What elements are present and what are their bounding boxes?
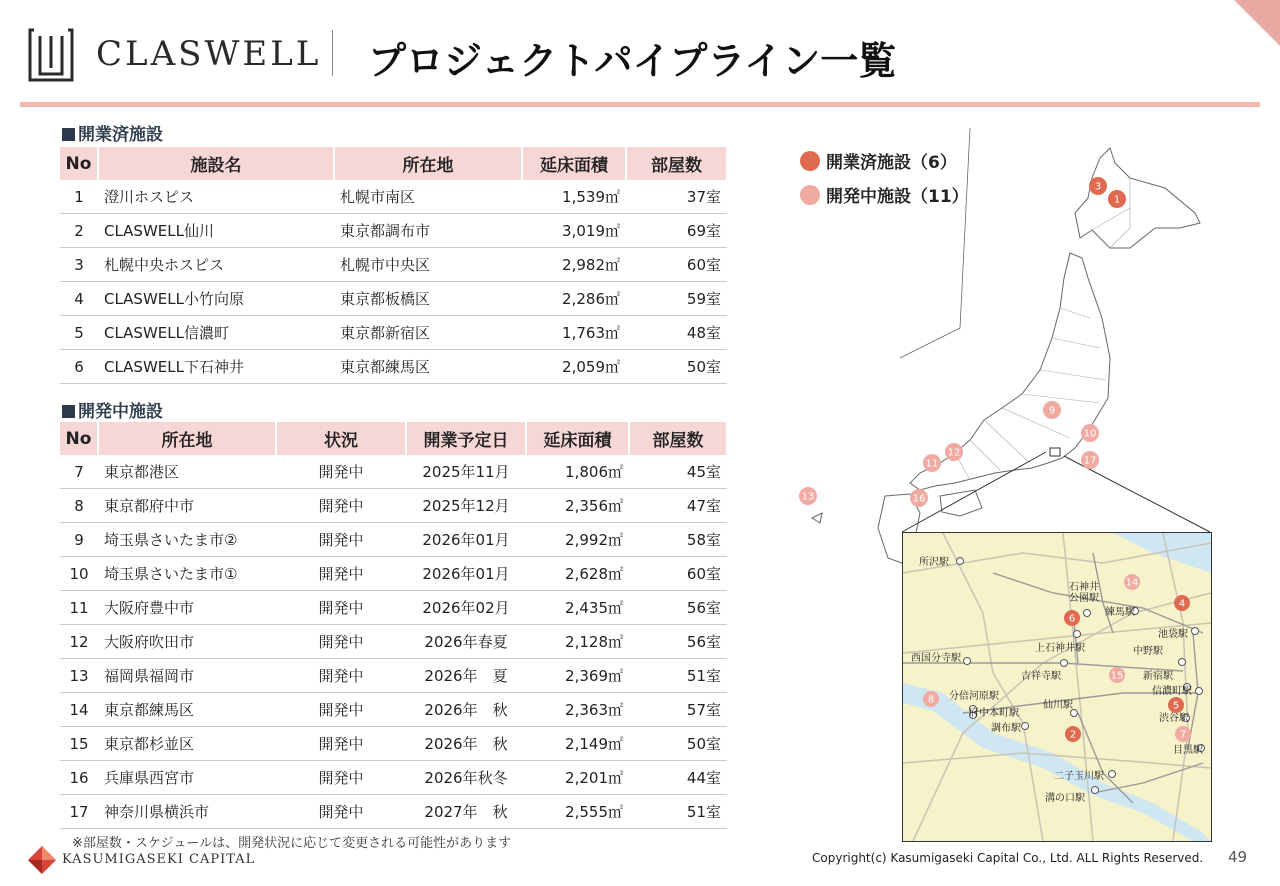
table-cell: 神奈川県横浜市 xyxy=(98,795,276,829)
table-cell: 開発中 xyxy=(276,761,406,795)
table-row xyxy=(60,727,727,761)
dev-section-title xyxy=(62,397,163,422)
table-cell: 2026年 夏 xyxy=(406,659,526,693)
table-cell: 札幌中央ホスピス xyxy=(98,248,334,282)
table-cell: 60室 xyxy=(626,248,727,282)
table-cell: 2,149㎡ xyxy=(526,727,629,761)
table-row xyxy=(60,659,727,693)
title-rule xyxy=(20,102,1260,107)
table-cell: 47室 xyxy=(629,489,727,523)
table-cell: 澄川ホスピス xyxy=(98,180,334,214)
table-cell: 開発中 xyxy=(276,489,406,523)
table-cell: 開発中 xyxy=(276,659,406,693)
table-cell: 札幌市南区 xyxy=(334,180,522,214)
table-cell: 44室 xyxy=(629,761,727,795)
column-header: No xyxy=(60,422,98,455)
table-cell: 大阪府吹田市 xyxy=(98,625,276,659)
table-cell: 2,982㎡ xyxy=(522,248,626,282)
station-marker-icon xyxy=(1092,787,1099,794)
station-marker-icon xyxy=(1061,660,1068,667)
marker-label: 6 xyxy=(1068,613,1076,625)
station-marker-icon xyxy=(1084,610,1091,617)
table-cell: 開発中 xyxy=(276,727,406,761)
table-cell: 2026年02月 xyxy=(406,591,526,625)
shikoku-shape xyxy=(940,490,982,516)
column-header: 部屋数 xyxy=(629,422,727,455)
station-marker-icon xyxy=(1179,659,1186,666)
station-marker-icon xyxy=(1196,688,1203,695)
table-cell: 開発中 xyxy=(276,625,406,659)
table-header-row xyxy=(60,422,727,455)
marker-label: 2 xyxy=(1069,729,1077,741)
table-cell: 開発中 xyxy=(276,557,406,591)
marker-label: 13 xyxy=(801,491,815,503)
open-facilities-table xyxy=(60,147,728,384)
station-marker-icon xyxy=(1074,631,1081,638)
honshu-shape xyxy=(910,253,1110,490)
table-cell: 2 xyxy=(60,214,98,248)
table-cell: CLASWELL仙川 xyxy=(98,214,334,248)
station-label: 上石神井駅 xyxy=(1035,643,1085,654)
table-cell: 東京都練馬区 xyxy=(98,693,276,727)
table-cell: 57室 xyxy=(629,693,727,727)
station-marker-icon xyxy=(1022,723,1029,730)
station-label: 仙川駅 xyxy=(1043,700,1073,711)
page-number: 49 xyxy=(1228,848,1248,866)
table-cell: 58室 xyxy=(629,523,727,557)
table-row xyxy=(60,316,727,350)
dev-section-label: 開発中施設 xyxy=(78,402,163,422)
table-cell: 2,435㎡ xyxy=(526,591,629,625)
marker-label: 16 xyxy=(912,493,926,505)
page-title: プロジェクトパイプライン一覧 xyxy=(368,39,897,83)
open-section-title xyxy=(62,120,163,145)
legend-dev-label: 開発中施設（11） xyxy=(826,187,969,207)
table-cell: 10 xyxy=(60,557,98,591)
table-cell: 埼玉県さいたま市① xyxy=(98,557,276,591)
marker-label: 9 xyxy=(1048,405,1056,417)
table-cell: 7 xyxy=(60,455,98,489)
station-marker-icon xyxy=(1109,771,1116,778)
column-header: 開業予定日 xyxy=(406,422,526,455)
marker-label: 5 xyxy=(1172,700,1180,712)
table-cell: 札幌市中央区 xyxy=(334,248,522,282)
japan-map xyxy=(770,118,1210,598)
open-section-label: 開業済施設 xyxy=(78,125,163,145)
station-marker-icon xyxy=(964,658,971,665)
table-cell: 5 xyxy=(60,316,98,350)
station-marker-icon xyxy=(1192,628,1199,635)
table-row xyxy=(60,591,727,625)
station-label: 溝の口駅 xyxy=(1045,793,1085,804)
column-header: 部屋数 xyxy=(626,147,727,180)
table-header-row xyxy=(60,147,727,180)
station-label: 西国分寺駅 xyxy=(911,653,961,664)
station-label: 調布駅 xyxy=(991,723,1021,734)
station-marker-icon xyxy=(957,558,964,565)
station-label: 渋谷駅 xyxy=(1159,713,1189,724)
square-bullet-icon xyxy=(62,128,75,141)
table-cell: 51室 xyxy=(629,659,727,693)
tokyo-inset-svg xyxy=(903,533,1211,841)
table-cell: 2,628㎡ xyxy=(526,557,629,591)
table-row xyxy=(60,761,727,795)
station-label: 新宿駅 xyxy=(1143,671,1173,682)
column-header: 延床面積 xyxy=(522,147,626,180)
table-row xyxy=(60,557,727,591)
table-cell: 3 xyxy=(60,248,98,282)
table-row xyxy=(60,455,727,489)
table-cell: 2,356㎡ xyxy=(526,489,629,523)
table-cell: 開発中 xyxy=(276,591,406,625)
column-header: 延床面積 xyxy=(526,422,629,455)
table-row xyxy=(60,523,727,557)
legend-open-label: 開業済施設（6） xyxy=(826,153,957,173)
column-header: 所在地 xyxy=(334,147,522,180)
station-label: 信濃町駅 xyxy=(1152,686,1192,697)
table-cell: 17 xyxy=(60,795,98,829)
station-label: 府中本町駅 xyxy=(969,708,1019,719)
table-row xyxy=(60,180,727,214)
table-cell: 2026年 秋 xyxy=(406,693,526,727)
table-cell: 1,539㎡ xyxy=(522,180,626,214)
okinawa-shape xyxy=(812,513,822,523)
brand-name: CLASWELL xyxy=(96,34,322,74)
claswell-logo-icon xyxy=(28,28,74,82)
table-cell: 2027年 秋 xyxy=(406,795,526,829)
table-cell: 2,363㎡ xyxy=(526,693,629,727)
table-cell: 56室 xyxy=(629,625,727,659)
square-bullet-icon xyxy=(62,405,75,418)
table-cell: 開発中 xyxy=(276,795,406,829)
table-cell: 60室 xyxy=(629,557,727,591)
brand-divider xyxy=(332,30,333,76)
table-cell: 2,201㎡ xyxy=(526,761,629,795)
marker-label: 14 xyxy=(1125,577,1139,589)
table-cell: 2,992㎡ xyxy=(526,523,629,557)
table-row xyxy=(60,214,727,248)
table-cell: 9 xyxy=(60,523,98,557)
marker-label: 7 xyxy=(1179,729,1187,741)
marker-label: 4 xyxy=(1178,598,1186,610)
table-row xyxy=(60,795,727,829)
marker-label: 15 xyxy=(1110,670,1124,682)
marker-label: 17 xyxy=(1083,455,1097,467)
table-cell: CLASWELL小竹向原 xyxy=(98,282,334,316)
column-header: 状況 xyxy=(276,422,406,455)
table-cell: 50室 xyxy=(626,350,727,384)
table-cell: 13 xyxy=(60,659,98,693)
table-cell: 東京都板橋区 xyxy=(334,282,522,316)
table-cell: 4 xyxy=(60,282,98,316)
table-cell: 11 xyxy=(60,591,98,625)
table-cell: 2,555㎡ xyxy=(526,795,629,829)
table-cell: 大阪府豊中市 xyxy=(98,591,276,625)
column-header: 所在地 xyxy=(98,422,276,455)
column-header: 施設名 xyxy=(98,147,334,180)
table-cell: 東京都港区 xyxy=(98,455,276,489)
table-cell: 福岡県福岡市 xyxy=(98,659,276,693)
table-cell: 2,059㎡ xyxy=(522,350,626,384)
station-label: 目黒駅 xyxy=(1173,745,1203,756)
marker-label: 12 xyxy=(947,447,961,459)
table-cell: 37室 xyxy=(626,180,727,214)
marker-label: 10 xyxy=(1083,428,1097,440)
table-cell: 3,019㎡ xyxy=(522,214,626,248)
table-cell: 2026年01月 xyxy=(406,557,526,591)
table-cell: 兵庫県西宮市 xyxy=(98,761,276,795)
table-row xyxy=(60,350,727,384)
table-row xyxy=(60,625,727,659)
table-cell: 埼玉県さいたま市② xyxy=(98,523,276,557)
station-label: 石神井公園駅 xyxy=(1069,582,1099,604)
corner-accent xyxy=(1234,0,1280,46)
table-cell: 1,763㎡ xyxy=(522,316,626,350)
table-row xyxy=(60,489,727,523)
footnote: ※部屋数・スケジュールは、開発状況に応じて変更される可能性があります xyxy=(72,836,512,851)
table-cell: 東京都練馬区 xyxy=(334,350,522,384)
marker-label: 11 xyxy=(925,458,939,470)
column-header: No xyxy=(60,147,98,180)
table-cell: 2,128㎡ xyxy=(526,625,629,659)
station-label: 所沢駅 xyxy=(919,557,949,568)
table-cell: 2025年12月 xyxy=(406,489,526,523)
table-cell: 開発中 xyxy=(276,455,406,489)
table-cell: 1 xyxy=(60,180,98,214)
table-cell: CLASWELL信濃町 xyxy=(98,316,334,350)
table-cell: 51室 xyxy=(629,795,727,829)
table-cell: 69室 xyxy=(626,214,727,248)
kasumigaseki-logo-icon xyxy=(28,846,56,874)
station-label: 二子玉川駅 xyxy=(1054,771,1104,782)
table-cell: 東京都府中市 xyxy=(98,489,276,523)
table-cell: 2,286㎡ xyxy=(522,282,626,316)
table-cell: 開発中 xyxy=(276,693,406,727)
table-cell: 15 xyxy=(60,727,98,761)
table-cell: 6 xyxy=(60,350,98,384)
table-cell: 12 xyxy=(60,625,98,659)
table-cell: 48室 xyxy=(626,316,727,350)
table-cell: 東京都新宿区 xyxy=(334,316,522,350)
table-cell: 56室 xyxy=(629,591,727,625)
table-cell: 14 xyxy=(60,693,98,727)
station-label: 分倍河原駅 xyxy=(949,691,999,702)
station-label: 中野駅 xyxy=(1133,646,1163,657)
hokkaido-shape xyxy=(1075,148,1200,248)
dev-facilities-table xyxy=(60,422,728,829)
table-cell: CLASWELL下石神井 xyxy=(98,350,334,384)
table-cell: 2026年01月 xyxy=(406,523,526,557)
table-row xyxy=(60,282,727,316)
table-cell: 東京都杉並区 xyxy=(98,727,276,761)
table-cell: 8 xyxy=(60,489,98,523)
table-cell: 1,806㎡ xyxy=(526,455,629,489)
table-row xyxy=(60,693,727,727)
table-cell: 2025年11月 xyxy=(406,455,526,489)
table-cell: 45室 xyxy=(629,455,727,489)
company-name: KASUMIGASEKI CAPITAL xyxy=(62,852,256,867)
table-row xyxy=(60,248,727,282)
table-cell: 2026年春夏 xyxy=(406,625,526,659)
marker-label: 3 xyxy=(1094,181,1102,193)
marker-label: 8 xyxy=(927,694,935,706)
table-cell: 2026年 秋 xyxy=(406,727,526,761)
station-label: 練馬駅 xyxy=(1105,607,1135,618)
station-label: 吉祥寺駅 xyxy=(1021,671,1061,682)
copyright: Copyright(c) Kasumigaseki Capital Co., Ltd. ALL Rights Reserved. xyxy=(812,851,1204,865)
marker-label: 1 xyxy=(1113,194,1121,206)
table-cell: 2,369㎡ xyxy=(526,659,629,693)
table-cell: 2026年秋冬 xyxy=(406,761,526,795)
table-cell: 59室 xyxy=(626,282,727,316)
table-cell: 16 xyxy=(60,761,98,795)
table-cell: 開発中 xyxy=(276,523,406,557)
table-cell: 東京都調布市 xyxy=(334,214,522,248)
station-label: 池袋駅 xyxy=(1158,629,1188,640)
table-cell: 50室 xyxy=(629,727,727,761)
tokyo-inset-map xyxy=(902,532,1212,842)
